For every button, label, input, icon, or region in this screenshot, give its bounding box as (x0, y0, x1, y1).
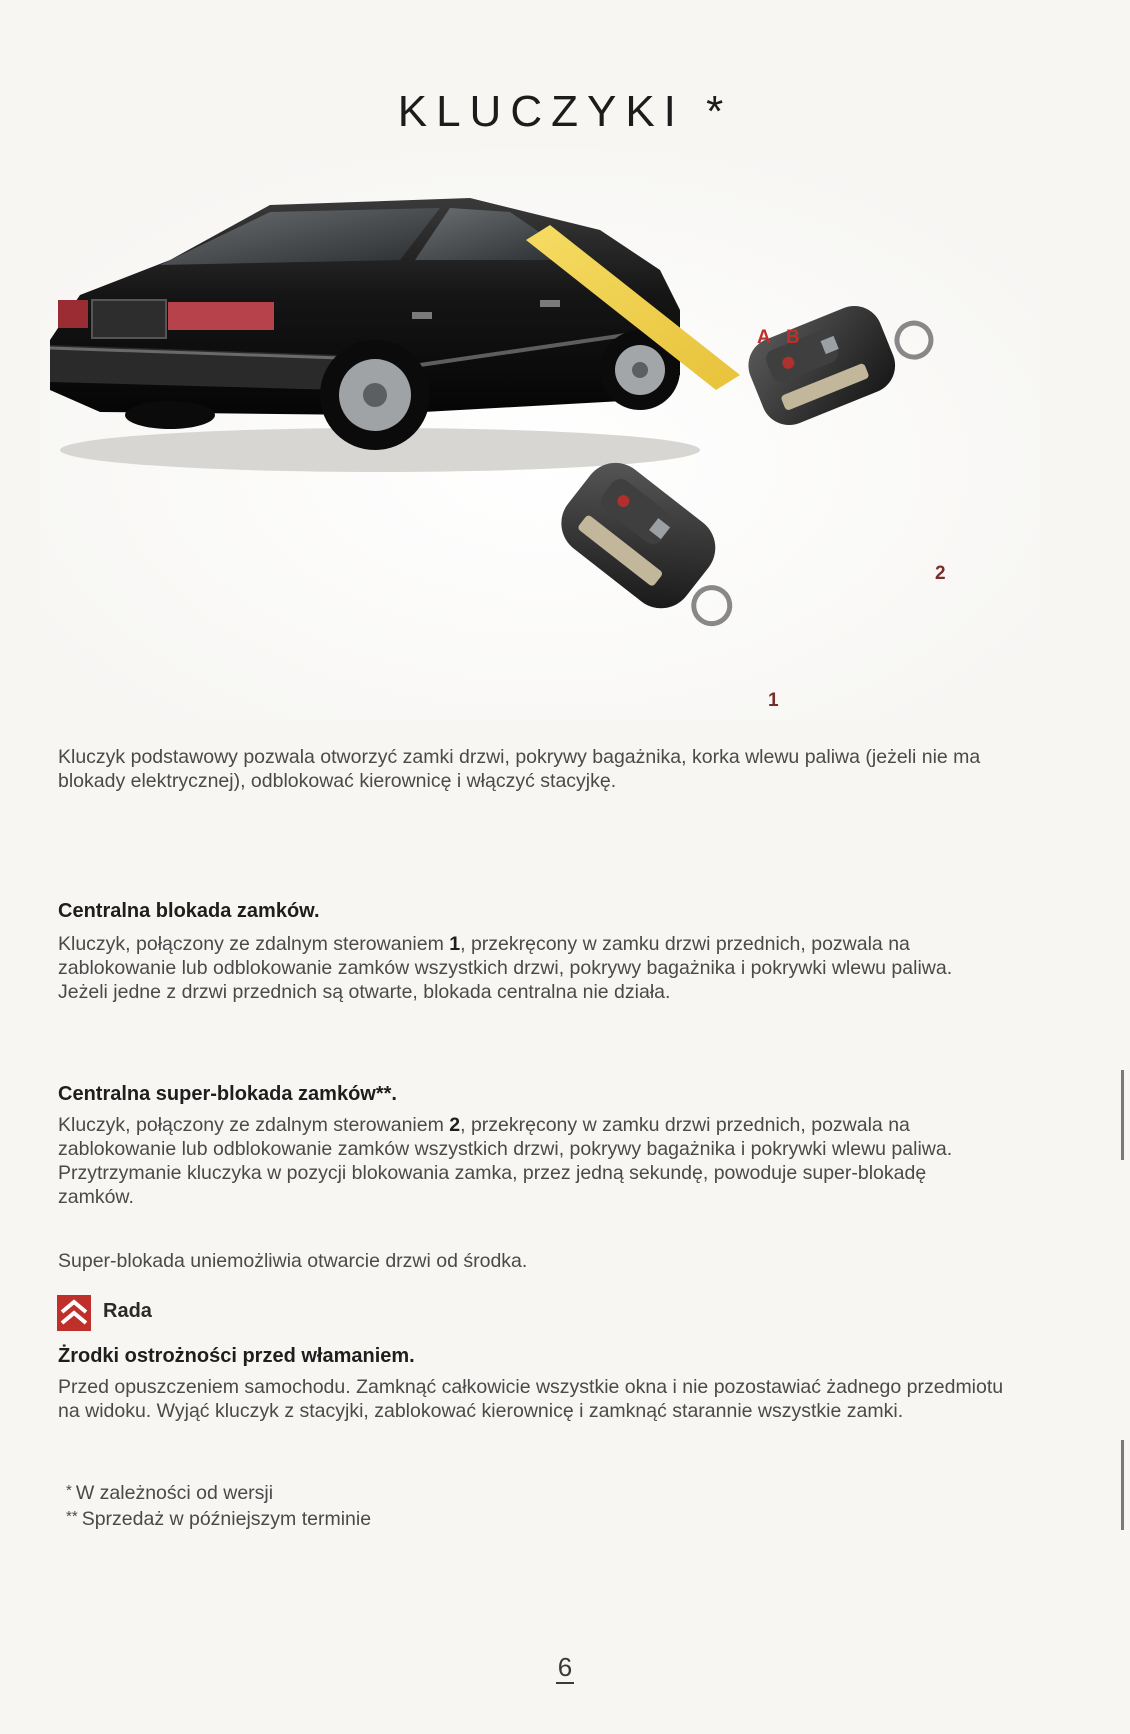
section-paragraph-central-lock (58, 932, 1004, 1004)
section-text-after: , przekręcony w zamku drzwi przednich, pozwala na zablokowanie lub odblokowanie zamków wszystkich drzwi, pokrywy bagażnika i pokrywki wlewu paliwa. Przytrzymanie kluczyka w pozycji blokowania zamka, przez jedną sekundę, powoduje super-blokadę zamków. (58, 1114, 953, 1208)
page-number-value: 6 (557, 1652, 573, 1682)
footnote-item (66, 1482, 273, 1505)
scan-edge-mark (1121, 1070, 1124, 1160)
footnote-text: Sprzedaż w późniejszym terminie (81, 1508, 372, 1530)
scan-edge-mark (1121, 1440, 1124, 1530)
section-heading-central-lock: Centralna blokada zamków. (58, 900, 320, 922)
footnote-text: W zależności od wersji (75, 1482, 274, 1504)
section-heading-super-lock: Centralna super-blokada zamków**. (58, 1083, 397, 1105)
intro-paragraph: Kluczyk podstawowy pozwala otworzyć zamki drzwi, pokrywy bagażnika, korka wlewu paliwa (jeżeli nie ma blokady elektrycznej), odblokować kierownicę i włączyć stacyjkę. (58, 746, 981, 792)
tip-paragraph: Przed opuszczeniem samochodu. Zamknąć całkowicie wszystkie okna i nie pozostawiać żadnego przedmiotu na widoku. Wyjąć kluczyk z stacyjki, zablokować kierownicę i zamknąć starannie wszystkie zamki. (58, 1376, 1004, 1422)
section-paragraph-super-lock (58, 1113, 1004, 1209)
label-1: 1 (768, 690, 779, 711)
footnote-item (66, 1508, 371, 1531)
section-text-before: Kluczyk, połączony ze zdalnym sterowaniem (58, 933, 450, 955)
label-a: A (757, 327, 771, 348)
section-text-before: Kluczyk, połączony ze zdalnym sterowaniem (58, 1114, 450, 1136)
footnote-mark: * (66, 1482, 72, 1499)
page-number (0, 1652, 1130, 1683)
car-and-keys-illustration (40, 150, 1040, 720)
remote-number-1: 1 (449, 933, 461, 955)
label-2: 2 (935, 563, 946, 584)
remote-number-2: 2 (449, 1114, 461, 1136)
tip-label: Rada (103, 1300, 152, 1322)
footnote-mark: ** (66, 1508, 78, 1525)
section-text-after: , przekręcony w zamku drzwi przednich, pozwala na zablokowanie lub odblokowanie zamków wszystkich drzwi, pokrywy bagażnika i pokrywki wlewu paliwa. Jeżeli jedne z drzwi przednich są otwarte, blokada centralna nie działa. (58, 933, 953, 1003)
citroen-logo-icon (57, 1295, 91, 1331)
super-lock-note: Super-blokada uniemożliwia otwarcie drzwi od środka. (58, 1250, 528, 1272)
tip-heading: Żrodki ostrożności przed włamaniem. (58, 1345, 415, 1367)
label-b: B (786, 327, 800, 348)
page-title: KLUCZYKI * (397, 87, 733, 137)
